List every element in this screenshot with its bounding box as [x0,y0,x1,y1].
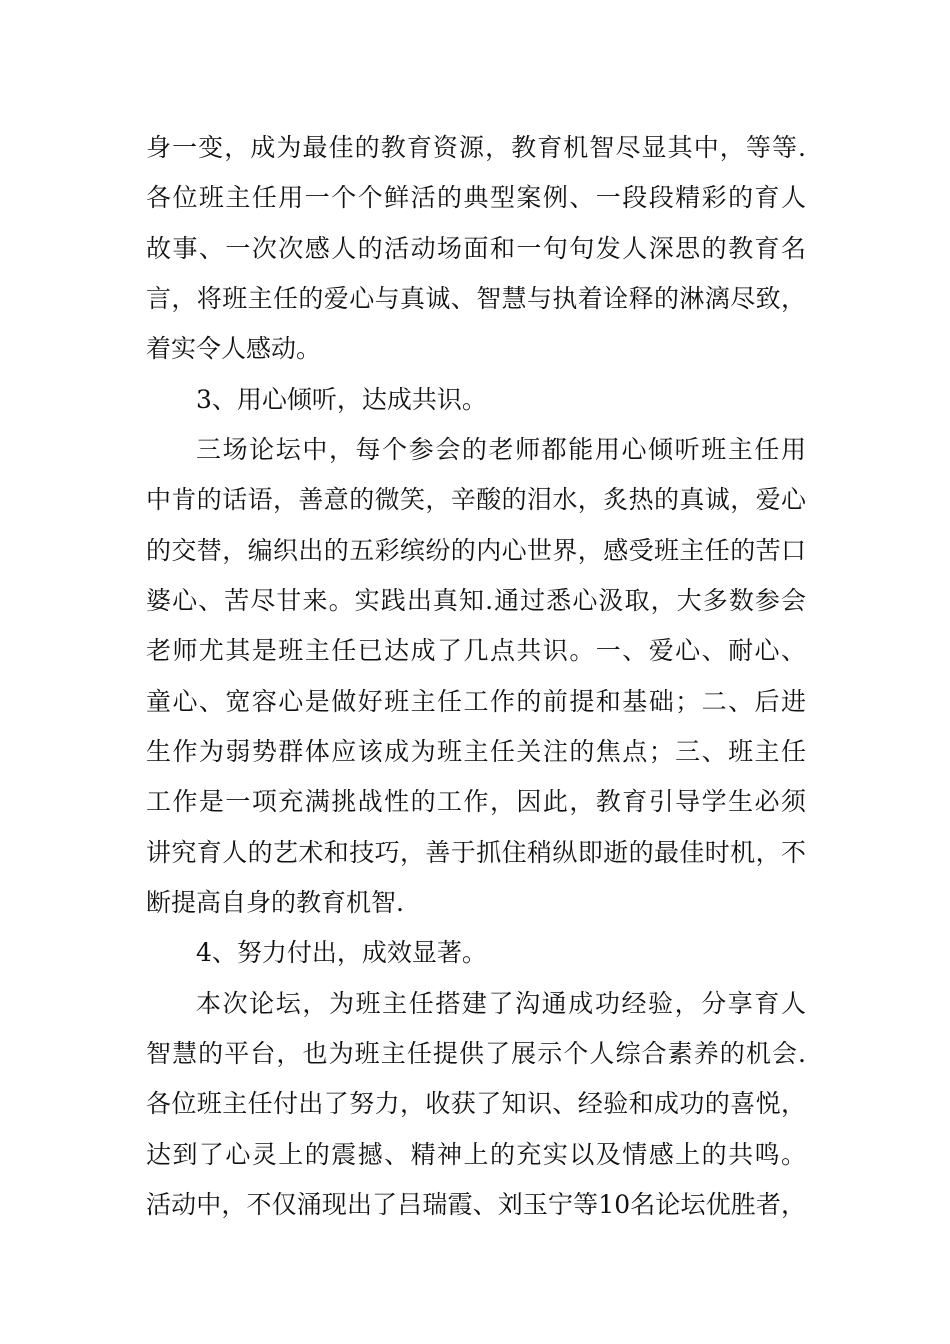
text-line: 各位班主任付出了努力，收获了知识、经验和成功的喜悦， [146,1089,806,1118]
text-line: 故事、一次次感人的活动场面和一句句发人深思的教育名 [146,234,806,263]
text-line: 工作是一项充满挑战性的工作，因此，教育引导学生必须 [146,787,806,816]
text-line: 着实令人感动。 [146,334,322,363]
text-line: 中肯的话语，善意的微笑，辛酸的泪水，炙热的真诚，爱心 [146,485,806,514]
text-line: 讲究育人的艺术和技巧，善于抓住稍纵即逝的最佳时机，不 [146,838,806,867]
section-heading: 3、用心倾听，达成共识。 [196,385,487,414]
text-line: 断提高自身的教育机智. [146,888,404,917]
text-line: 智慧的平台，也为班主任提供了展示个人综合素养的机会. [146,1039,806,1068]
text-line: 各位班主任用一个个鲜活的典型案例、一段段精彩的育人 [146,183,806,212]
paragraph-first-line: 三场论坛中，每个参会的老师都能用心倾听班主任用 [196,435,806,464]
text-line: 的交替，编织出的五彩缤纷的内心世界，感受班主任的苦口 [146,536,806,565]
text-line: 童心、宽容心是做好班主任工作的前提和基础；二、后进 [146,687,806,716]
text-line: 生作为弱势群体应该成为班主任关注的焦点；三、班主任 [146,737,806,766]
text-line: 活动中，不仅涌现出了吕瑞霞、刘玉宁等10名论坛优胜者， [146,1190,806,1219]
text-line: 言，将班主任的爱心与真诚、智慧与执着诠释的淋漓尽致， [146,284,806,313]
text-line: 老师尤其是班主任已达成了几点共识。一、爱心、耐心、 [146,636,806,665]
paragraph-first-line: 本次论坛，为班主任搭建了沟通成功经验，分享育人 [196,989,806,1018]
section-heading: 4、努力付出，成效显著。 [196,938,487,967]
text-line: 达到了心灵上的震撼、精神上的充实以及情感上的共鸣。 [146,1140,806,1169]
text-line: 婆心、苦尽甘来。实践出真知.通过悉心汲取，大多数参会 [146,586,806,615]
text-line: 身一变，成为最佳的教育资源，教育机智尽显其中，等等. [146,133,806,162]
